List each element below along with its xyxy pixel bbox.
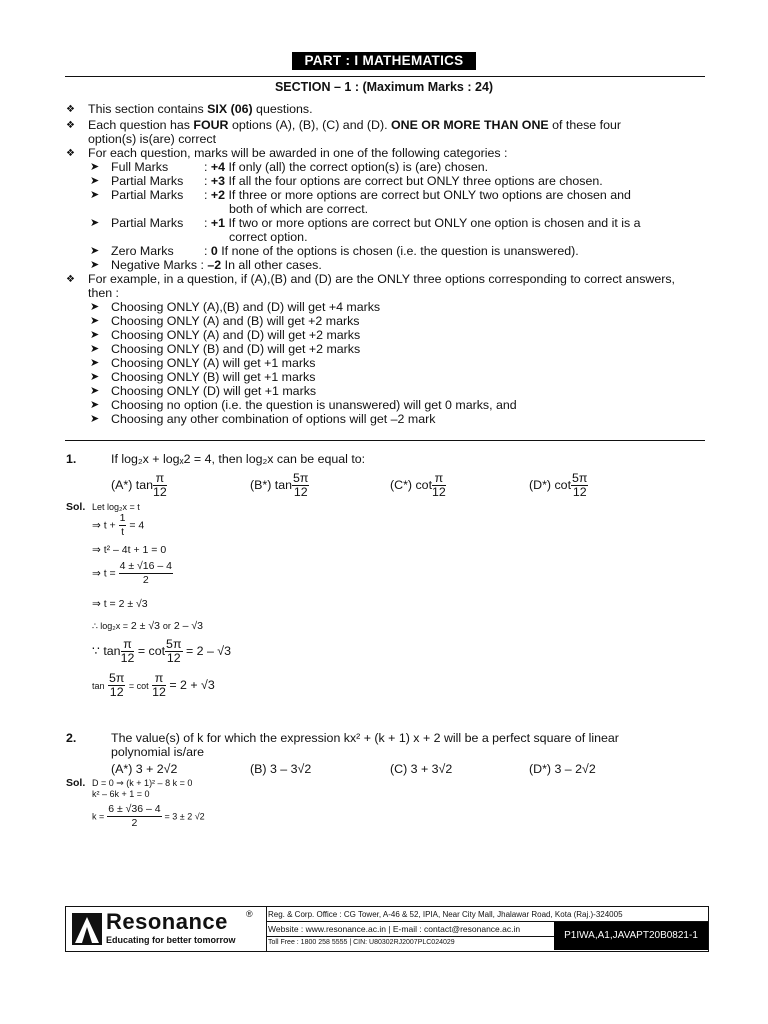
instruction-3: For each question, marks will be awarded in one of the following categories : xyxy=(88,146,508,160)
footer xyxy=(65,906,709,952)
category-text: : +3 If all the four options are correct but ONLY three options are chosen. xyxy=(204,174,603,188)
option-c: (C*) cot $\frac{\pi}{12}$ xyxy=(390,471,446,499)
instruction-1: This section contains SIX (06) questions. xyxy=(88,102,313,116)
arrow-bullet-icon: ➤ xyxy=(90,189,100,201)
footer-website: Website : www.resonance.ac.in | E-mail : contact@resonance.ac.in xyxy=(268,924,521,934)
header-divider xyxy=(65,76,705,77)
part-title: PART : I MATHEMATICS xyxy=(292,52,476,70)
category-label: Full Marks xyxy=(111,160,169,174)
category-text: : +1 If two or more options are correct but ONLY one option is chosen and it is a xyxy=(204,216,641,230)
arrow-bullet-icon: ➤ xyxy=(90,413,100,425)
solution-step: ∴ log₂x = 2 ± √3 or 2 – √3 xyxy=(92,620,203,632)
arrow-bullet-icon: ➤ xyxy=(90,245,100,257)
example-item: Choosing ONLY (B) will get +1 marks xyxy=(111,370,316,384)
example-item: Choosing no option (i.e. the question is unanswered) will get 0 marks, and xyxy=(111,398,517,412)
arrow-bullet-icon: ➤ xyxy=(90,343,100,355)
example-item: Choosing ONLY (A) and (B) will get +2 marks xyxy=(111,314,360,328)
arrow-bullet-icon: ➤ xyxy=(90,315,100,327)
solution-step: k = $\frac{6 \pm √36 - 4}{2}$ = 3 ± 2 √2 xyxy=(92,803,205,829)
option-b: (B*) tan $\frac{5\pi}{12}$ xyxy=(250,471,309,499)
arrow-bullet-icon: ➤ xyxy=(90,385,100,397)
solution-step: ⇒ t = 2 ± √3 xyxy=(92,598,148,610)
example-item: Choosing ONLY (B) and (D) will get +2 marks xyxy=(111,342,361,356)
example-item: Choosing ONLY (D) will get +1 marks xyxy=(111,384,317,398)
category-text: : +2 If three or more options are correct but ONLY two options are chosen and xyxy=(204,188,631,202)
footer-address: Reg. & Corp. Office : CG Tower, A-46 & 52, IPIA, Near City Mall, Jhalawar Road, Kota (Raj.)-324005 xyxy=(268,910,623,919)
solution-step: ∵ tan $\frac{\pi}{12}$ = cot $\frac{5\pi}{12}$ = 2 – √3 xyxy=(92,637,231,665)
example-item: Choosing any other combination of options will get –2 mark xyxy=(111,412,436,426)
solution-step: ⇒ t + $\frac{1}{t}$ = 4 xyxy=(92,512,145,538)
brand-name: Resonance xyxy=(106,909,228,934)
category-label: Zero Marks xyxy=(111,244,174,258)
instruction-2-cont: option(s) is(are) correct xyxy=(88,132,217,146)
category-text-cont: both of which are correct. xyxy=(229,202,369,216)
question-stem-cont: polynomial is/are xyxy=(111,745,204,759)
option-b: (B) 3 – 3√2 xyxy=(250,762,312,776)
arrow-bullet-icon: ➤ xyxy=(90,371,100,383)
arrow-bullet-icon: ➤ xyxy=(90,301,100,313)
solution-step: Let log₂x = t xyxy=(92,502,140,512)
question-stem: The value(s) of k for which the expression kx² + (k + 1) x + 2 will be a perfect square of linear xyxy=(111,731,619,745)
category-text: : 0 If none of the options is chosen (i.e. the question is unanswered). xyxy=(204,244,579,258)
arrow-bullet-icon: ➤ xyxy=(90,259,100,271)
example-item: Choosing ONLY (A) will get +1 marks xyxy=(111,356,316,370)
footer-divider xyxy=(266,936,554,937)
footer-tollfree: Toll Free : 1800 258 5555 | CIN: U80302RJ2007PLC024029 xyxy=(268,939,455,946)
diamond-bullet-icon: ❖ xyxy=(66,104,75,115)
registered-mark: ® xyxy=(246,909,253,919)
arrow-bullet-icon: ➤ xyxy=(90,357,100,369)
solution-step: k² – 6k + 1 = 0 xyxy=(92,789,150,799)
option-a: (A*) 3 + 2√2 xyxy=(111,762,178,776)
instruction-4-cont: then : xyxy=(88,286,120,300)
solution-label: Sol. xyxy=(66,501,86,513)
question-stem: If log₂x + logₓ2 = 4, then log₂x can be equal to: xyxy=(111,452,366,466)
solution-step: D = 0 ⇒ (k + 1)² – 8 k = 0 xyxy=(92,778,193,788)
category-label: Partial Marks xyxy=(111,216,184,230)
resonance-emblem-icon xyxy=(72,913,102,945)
option-a: (A*) tan $\frac{\pi}{12}$ xyxy=(111,471,167,499)
category-label: Partial Marks xyxy=(111,174,184,188)
question-number: 1. xyxy=(66,452,77,466)
option-c: (C) 3 + 3√2 xyxy=(390,762,453,776)
solution-step: tan $\frac{5\pi}{12}$ = cot $\frac{\pi}{12}$ = 2 + √3 xyxy=(92,671,215,699)
section-title: SECTION – 1 : (Maximum Marks : 24) xyxy=(274,80,494,94)
diamond-bullet-icon: ❖ xyxy=(66,274,75,285)
example-item: Choosing ONLY (A),(B) and (D) will get +4 marks xyxy=(111,300,381,314)
instructions-divider xyxy=(65,440,705,441)
solution-step: ⇒ t = $\frac{4 \pm √16 - 4}{2}$ xyxy=(92,560,173,586)
category-text-cont: correct option. xyxy=(229,230,308,244)
category-text: : +4 If only (all) the correct option(s) is (are) chosen. xyxy=(204,160,489,174)
arrow-bullet-icon: ➤ xyxy=(90,399,100,411)
example-item: Choosing ONLY (A) and (D) will get +2 marks xyxy=(111,328,361,342)
category-label-text: Negative Marks : –2 In all other cases. xyxy=(111,258,322,272)
arrow-bullet-icon: ➤ xyxy=(90,175,100,187)
diamond-bullet-icon: ❖ xyxy=(66,120,75,131)
brand-tagline: Educating for better tomorrow xyxy=(106,935,236,945)
arrow-bullet-icon: ➤ xyxy=(90,217,100,229)
category-label: Partial Marks xyxy=(111,188,184,202)
solution-label: Sol. xyxy=(66,777,86,789)
resonance-logo xyxy=(66,907,267,951)
arrow-bullet-icon: ➤ xyxy=(90,329,100,341)
diamond-bullet-icon: ❖ xyxy=(66,148,75,159)
solution-step: ⇒ t² – 4t + 1 = 0 xyxy=(92,544,167,556)
option-d: (D*) 3 – 2√2 xyxy=(529,762,596,776)
question-number: 2. xyxy=(66,731,77,745)
instruction-4: For example, in a question, if (A),(B) and (D) are the ONLY three options corresponding to correct answers, xyxy=(88,272,675,286)
option-d: (D*) cot $\frac{5\pi}{12}$ xyxy=(529,471,588,499)
paper-code: P1IWA,A1,JAVAPT20B0821-1 xyxy=(554,922,708,950)
arrow-bullet-icon: ➤ xyxy=(90,161,100,173)
instruction-2: Each question has FOUR options (A), (B), (C) and (D). ONE OR MORE THAN ONE of these four xyxy=(88,118,621,132)
